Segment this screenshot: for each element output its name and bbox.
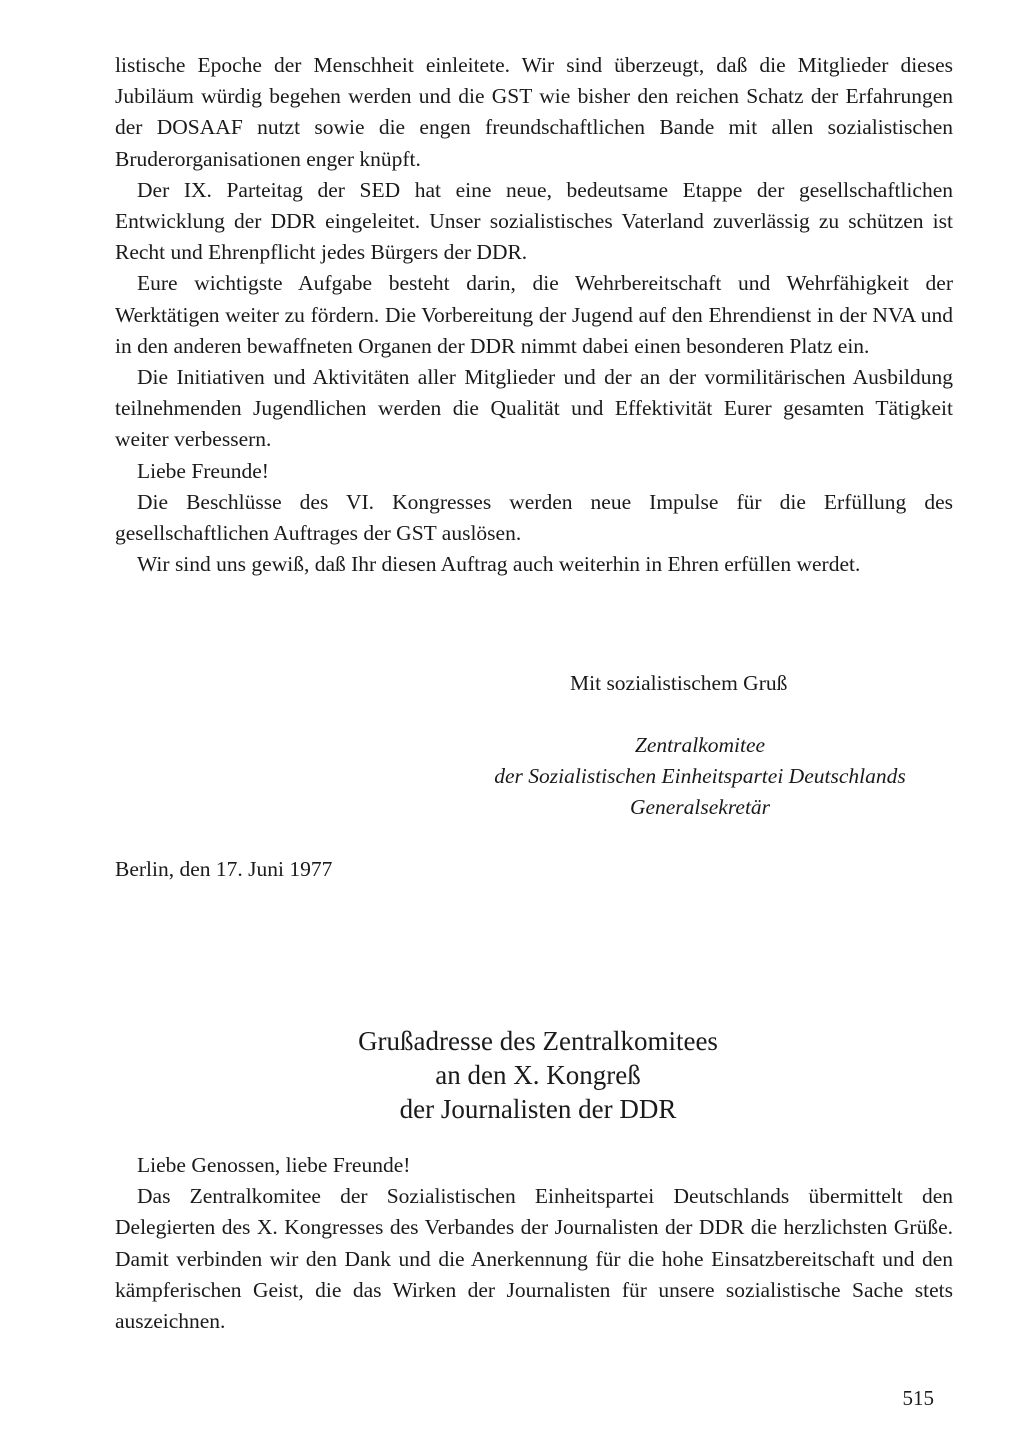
paragraph: Eure wichtigste Aufgabe besteht darin, die Wehrbereitschaft und Wehrfähigkeit der Werktätigen weiter zu fördern. Die Vorbereitung der Jugend auf den Ehrendienst in der NVA und in den anderen bewaffneten Organen der DDR nimmt dabei einen besonderen Platz ein. bbox=[115, 271, 953, 358]
paragraph: Die Beschlüsse des VI. Kongresses werden neue Impulse für die Erfüllung des gesellschaftlichen Auftrages der GST auslösen. bbox=[115, 489, 953, 546]
heading-line: an den X. Kongreß bbox=[435, 1060, 641, 1090]
closing-greeting: Mit sozialistischem Gruß bbox=[570, 671, 788, 695]
section-heading bbox=[0, 1024, 1024, 1126]
salutation: Liebe Freunde! bbox=[137, 458, 269, 483]
heading-line: der Journalisten der DDR bbox=[399, 1094, 677, 1124]
paragraph: Das Zentralkomitee der Sozialistischen Einheitspartei Deutschlands übermittelt den Delegierten des X. Kongresses des Verbandes der Journalisten der DDR die herzlichsten Grüße. Damit verbinden wir den Dank und die Anerkennung für die hohe Einsatzbereitschaft und den kämpferischen Geist, die das Wirken der Journalisten für unsere sozialistische Sache stets auszeichnen. bbox=[115, 1184, 953, 1334]
paragraph: Wir sind uns gewiß, daß Ihr diesen Auftrag auch weiterhin in Ehren erfüllen werdet. bbox=[137, 552, 861, 577]
paragraph: Der IX. Parteitag der SED hat eine neue, bedeutsame Etappe der gesellschaftlichen Entwicklung der DDR eingeleitet. Unser sozialistisches Vaterland zuverlässig zu schützen ist Recht und Ehrenpflicht jedes Bürgers der DDR. bbox=[115, 177, 953, 265]
dateline: Berlin, den 17. Juni 1977 bbox=[115, 857, 333, 881]
page-number: 515 bbox=[902, 1386, 934, 1410]
signature-line: der Sozialistischen Einheitspartei Deutschlands bbox=[494, 764, 906, 788]
signature-block bbox=[440, 730, 960, 823]
paragraph: listische Epoche der Menschheit einleitete. Wir sind überzeugt, daß die Mitglieder dieses Jubiläum würdig begehen werden und die GST wie bisher den reichen Schatz der Erfahrungen der DOSAAF nutzt sowie die engen freundschaftlichen Bande mit allen sozialistischen Bruderorganisationen enger knüpft. bbox=[115, 53, 953, 171]
signature-line: Zentralkomitee bbox=[634, 733, 766, 757]
letter-body bbox=[115, 50, 953, 580]
salutation: Liebe Genossen, liebe Freunde! bbox=[137, 1153, 411, 1177]
paragraph: Die Initiativen und Aktivitäten aller Mitglieder und der an der vormilitärischen Ausbildung teilnehmenden Jugendlichen werden die Qualität und Effektivität Eurer gesamten Tätigkeit weiter verbessern. bbox=[115, 365, 953, 452]
section-body bbox=[115, 1150, 953, 1337]
signature-line: Generalsekretär bbox=[629, 795, 771, 819]
heading-line: Grußadresse des Zentralkomitees bbox=[358, 1026, 718, 1056]
